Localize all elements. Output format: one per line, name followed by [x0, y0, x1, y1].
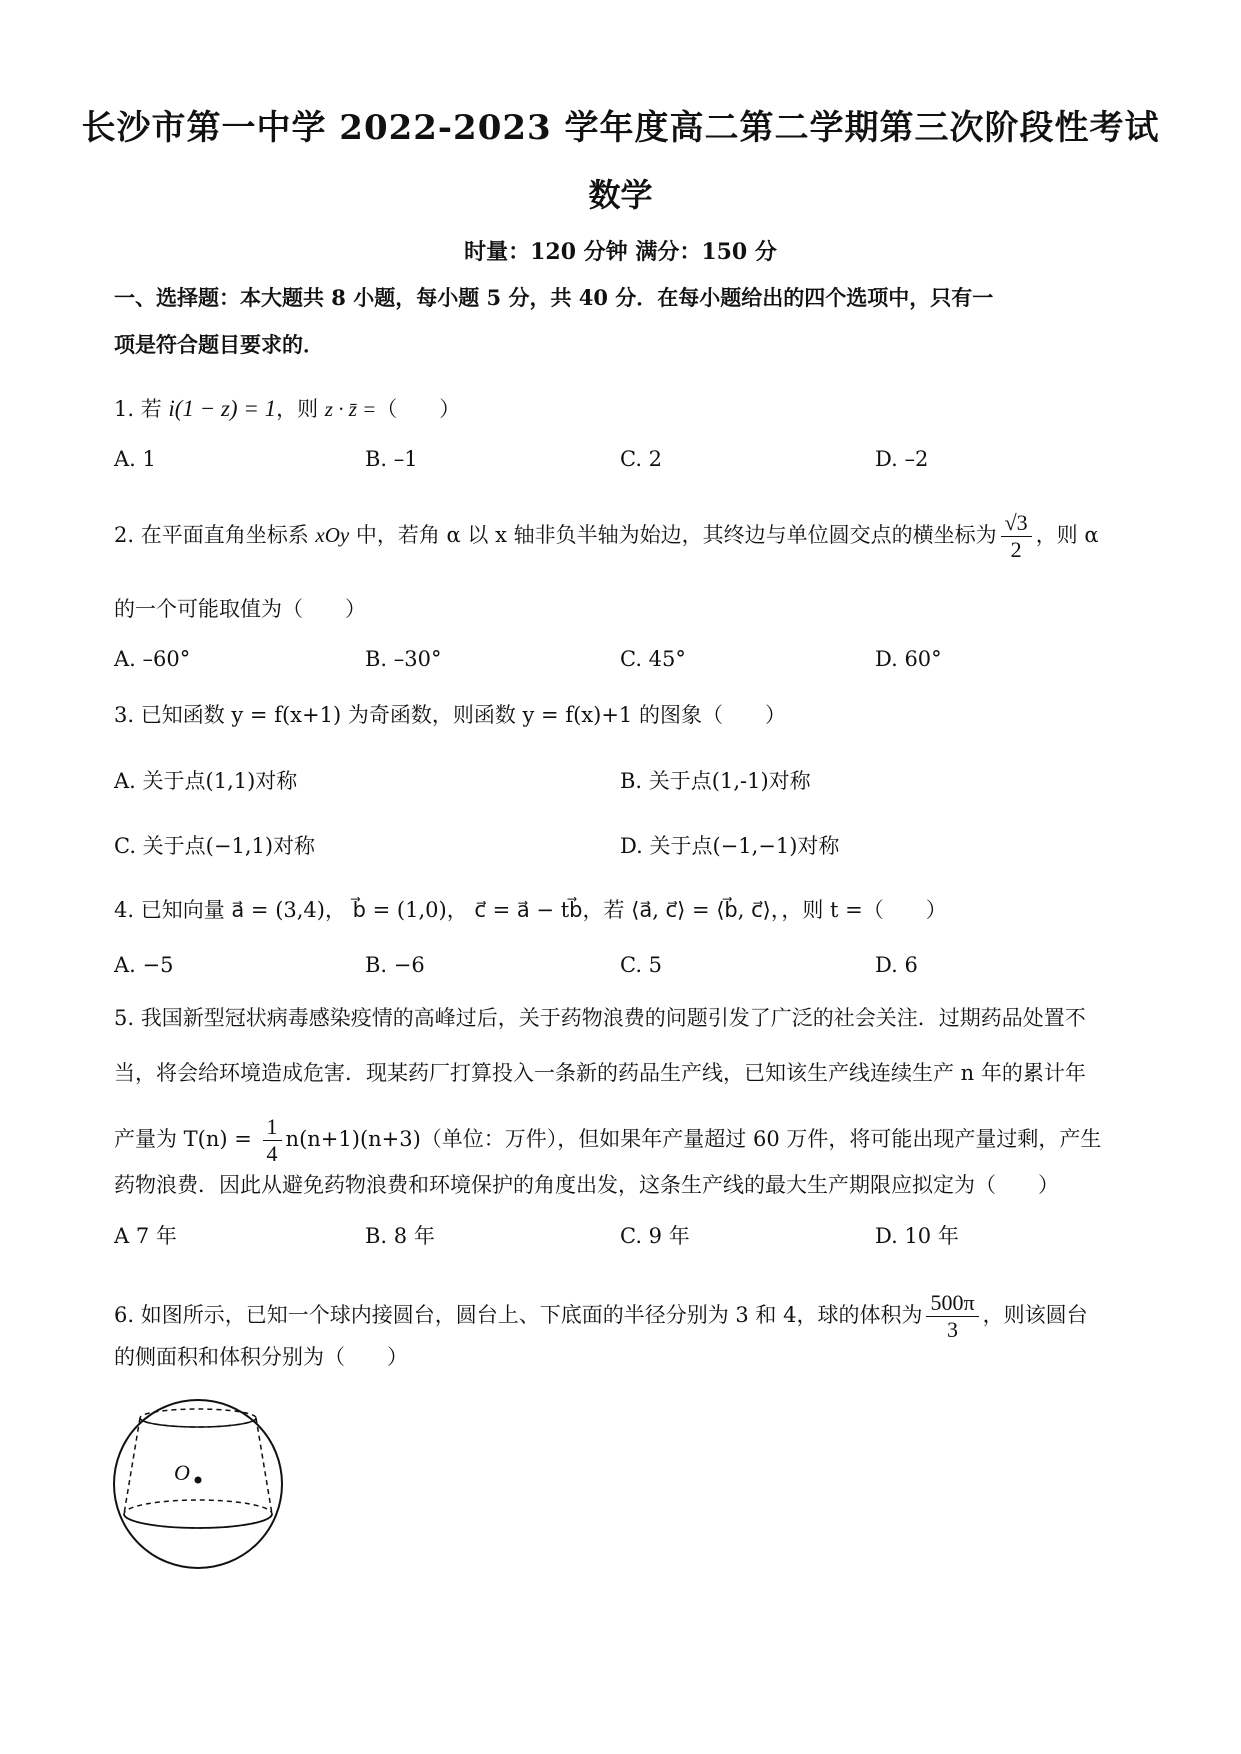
- q6-fraction: [926, 1290, 978, 1343]
- q6-line2: 的侧面积和体积分别为（ ）: [114, 1345, 408, 1369]
- q1-option-c: C. 2: [620, 447, 663, 471]
- frustum-bottom-base-front: [124, 1514, 272, 1528]
- q6-line1-a: 6. 如图所示，已知一个球内接圆台，圆台上、下底面的半径分别为 3 和 4，球的体积为: [114, 1303, 923, 1327]
- q5-line3-b: n(n+1)(n+3)（单位：万件），但如果年产量超过 60 万件，将可能出现产量过剩，产生: [285, 1127, 1102, 1151]
- q5-fraction: [263, 1114, 282, 1167]
- q1-expr2: z · z̄ =: [324, 397, 377, 421]
- q2-option-c: C. 45°: [620, 647, 686, 671]
- q5-line4: 药物浪费．因此从避免药物浪费和环境保护的角度出发，这条生产线的最大生产期限应拟定为（ ）: [114, 1173, 1059, 1197]
- question-1: [114, 394, 1134, 424]
- q2-option-a: A. –60°: [114, 647, 191, 671]
- section-heading-line2: 项是符合题目要求的．: [114, 332, 324, 357]
- q1-option-d: D. –2: [875, 447, 929, 471]
- question-3: 3. 已知函数 y = f(x+1) 为奇函数，则函数 y = f(x)+1 的图象（ ）: [114, 703, 786, 727]
- q6-line1: [114, 1290, 1134, 1343]
- q4-option-c: C. 5: [620, 953, 663, 977]
- subject-title: 数学: [588, 176, 653, 214]
- exam-title: 长沙市第一中学 2022-2023 学年度高二第二学期第三次阶段性考试: [81, 108, 1160, 148]
- section-heading-line1: 一、选择题：本大题共 8 小题，每小题 5 分，共 40 分．在每小题给出的四个选项中，只有一: [114, 285, 994, 310]
- q3-option-d: D. 关于点(−1,−1)对称: [620, 834, 840, 858]
- q5-option-a: A 7 年: [114, 1224, 177, 1248]
- q3-option-a: A. 关于点(1,1)对称: [114, 769, 298, 793]
- q4-option-a: A. −5: [114, 953, 174, 977]
- q5-frac-den: 4: [266, 1141, 278, 1166]
- q3-option-b: B. 关于点(1,‑1)对称: [620, 769, 811, 793]
- q5-line2: 当，将会给环境造成危害．现某药厂打算投入一条新的药品生产线，已知该生产线连续生产 n 年的累计年: [114, 1061, 1086, 1085]
- q2-option-d: D. 60°: [875, 647, 942, 671]
- q2-text-a: 2. 在平面直角坐标系: [114, 523, 316, 547]
- q1-option-a: A. 1: [114, 447, 156, 471]
- question-4: 4. 已知向量 a⃗ = (3,4)， b⃗ = (1,0)， c⃗ = a⃗ − tb⃗，若 ⟨a⃗, c⃗⟩ = ⟨b⃗, c⃗⟩，，则 t =（ ）: [114, 898, 947, 922]
- q2-text-c: ，则 α: [1035, 523, 1099, 547]
- q2-text-b: 中，若角 α 以 x 轴非负半轴为始边，其终边与单位圆交点的横坐标为: [349, 523, 997, 547]
- q2-frac-den: 2: [1010, 537, 1022, 562]
- question-2: [114, 510, 1134, 563]
- sphere-outline: [114, 1400, 282, 1568]
- q5-option-d: D. 10 年: [875, 1224, 959, 1248]
- q2-option-b: B. –30°: [365, 647, 442, 671]
- q5-option-c: C. 9 年: [620, 1224, 690, 1248]
- q5-option-b: B. 8 年: [365, 1224, 435, 1248]
- q2-fraction: [1001, 510, 1032, 563]
- q1-prefix: 1. 若: [114, 397, 169, 421]
- q4-option-b: B. −6: [365, 953, 425, 977]
- q6-line1-b: ，则该圆台: [982, 1303, 1088, 1327]
- q6-frac-num: 500π: [926, 1290, 978, 1317]
- q1-expr: i(1 − z) = 1: [168, 396, 277, 421]
- q2-frac-num: √3: [1001, 510, 1032, 537]
- center-point: [195, 1477, 202, 1484]
- q4-option-d: D. 6: [875, 953, 918, 977]
- q2-xoy: xOy: [315, 523, 350, 547]
- q3-option-c: C. 关于点(−1,1)对称: [114, 834, 316, 858]
- time-info: 时量：120 分钟 满分：150 分: [464, 239, 777, 265]
- q1-mid: ，则: [276, 397, 325, 421]
- center-label: O: [174, 1460, 190, 1485]
- q5-frac-num: 1: [263, 1114, 282, 1141]
- sphere-frustum-figure: [110, 1396, 290, 1576]
- q1-option-b: B. –1: [365, 447, 418, 471]
- q1-suffix: （ ）: [376, 397, 461, 421]
- q2-line2: 的一个可能取值为（ ）: [114, 597, 366, 621]
- frustum-top-front: [140, 1418, 256, 1427]
- q5-line3-a: 产量为 T(n) =: [114, 1127, 259, 1151]
- q5-line1: 5. 我国新型冠状病毒感染疫情的高峰过后，关于药物浪费的问题引发了广泛的社会关注．过期药品处置不: [114, 1006, 1086, 1030]
- q6-frac-den: 3: [947, 1317, 959, 1342]
- q5-line3: [114, 1114, 1134, 1167]
